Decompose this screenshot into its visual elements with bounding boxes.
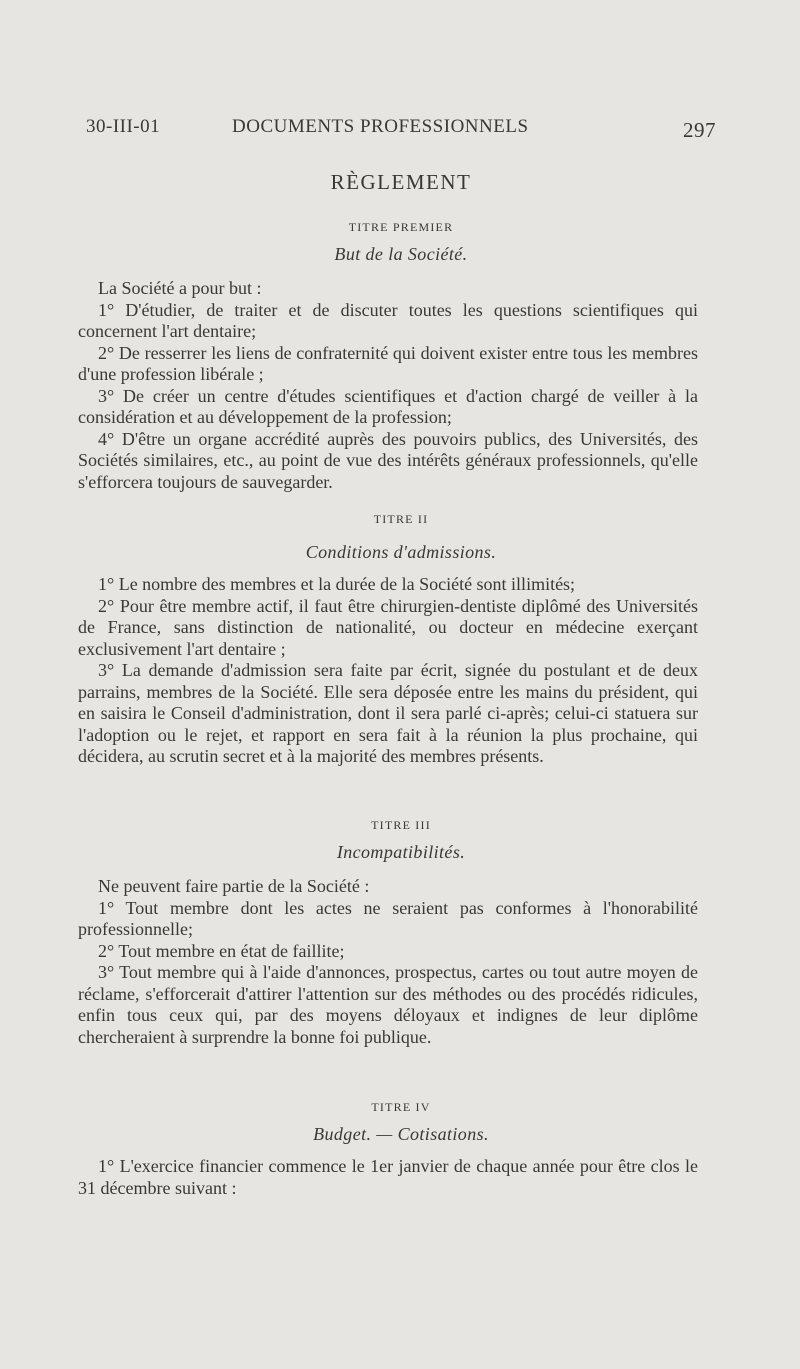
page-number: 297 <box>683 118 716 142</box>
section-heading: TITRE III <box>371 818 431 832</box>
paragraph: 1° Le nombre des membres et la durée de la Société sont illimités; <box>98 574 576 594</box>
paragraph: Ne peuvent faire partie de la Société : <box>98 876 370 896</box>
document-title: RÈGLEMENT <box>330 170 472 194</box>
running-header <box>86 116 716 144</box>
section-body <box>78 278 698 493</box>
header-date: 30-III-01 <box>86 116 161 137</box>
section-body <box>78 1156 698 1199</box>
section-subtitle: Budget. — Cotisations. <box>313 1124 489 1144</box>
paragraph: 2° Pour être membre actif, il faut être chirurgien-dentiste diplômé des Universités de France, sans distinction de nationalité, ou docteur en médecine exerçant exclusivement l'art dentaire ; <box>78 595 698 659</box>
paragraph: La Société a pour but : <box>98 278 262 298</box>
paragraph: 3° La demande d'admission sera faite par écrit, signée du postulant et de deux parrains, membres de la Société. Elle sera déposée entre les mains du président, qui en saisira le Conseil d'administration, dont il sera parlé ci-après; celui-ci statuera sur l'adoption ou le rejet, et rapport en sera fait à la réunion la plus prochaine, qui décidera, au scrutin secret et à la majorité des membres présents. <box>78 660 698 766</box>
section-subtitle: Conditions d'admissions. <box>305 542 497 562</box>
paragraph: 3° De créer un centre d'études scientifiques et d'action chargé de veiller à la considération et au développement de la profession; <box>78 385 698 427</box>
paragraph: 1° L'exercice financier commence le 1er janvier de chaque année pour être clos le 31 décembre suivant : <box>78 1156 698 1198</box>
section-heading: TITRE PREMIER <box>348 220 454 234</box>
paragraph: 1° Tout membre dont les actes ne seraient pas conformes à l'honorabilité professionnelle; <box>78 897 698 939</box>
paragraph: 3° Tout membre qui à l'aide d'annonces, prospectus, cartes ou tout autre moyen de réclame, s'efforcerait d'attirer l'attention sur des méthodes ou des procédés ridicules, enfin tous ceux qui, par des moyens déloyaux et indignes de leur diplôme chercheraient à surprendre la bonne foi publique. <box>78 962 698 1047</box>
section-heading: TITRE IV <box>371 1100 431 1114</box>
section-heading: TITRE II <box>373 512 429 526</box>
paragraph: 2° Tout membre en état de faillite; <box>98 940 345 961</box>
paragraph: 1° D'étudier, de traiter et de discuter toutes les questions scientifiques qui concernent l'art dentaire; <box>78 299 698 341</box>
header-journal-title: DOCUMENTS PROFESSIONNELS <box>232 116 529 137</box>
paragraph: 2° De resserrer les liens de confraternité qui doivent exister entre tous les membres d'une profession libérale ; <box>78 342 698 384</box>
section-body <box>78 574 698 768</box>
section-body <box>78 876 698 1048</box>
section-subtitle: Incompatibilités. <box>336 842 466 862</box>
paragraph: 4° D'être un organe accrédité auprès des pouvoirs publics, des Universités, des Sociétés similaires, etc., au point de vue des intérêts généraux professionnels, qu'elle s'efforcera toujours de sauvegarder. <box>78 428 698 492</box>
section-subtitle: But de la Société. <box>334 244 468 264</box>
